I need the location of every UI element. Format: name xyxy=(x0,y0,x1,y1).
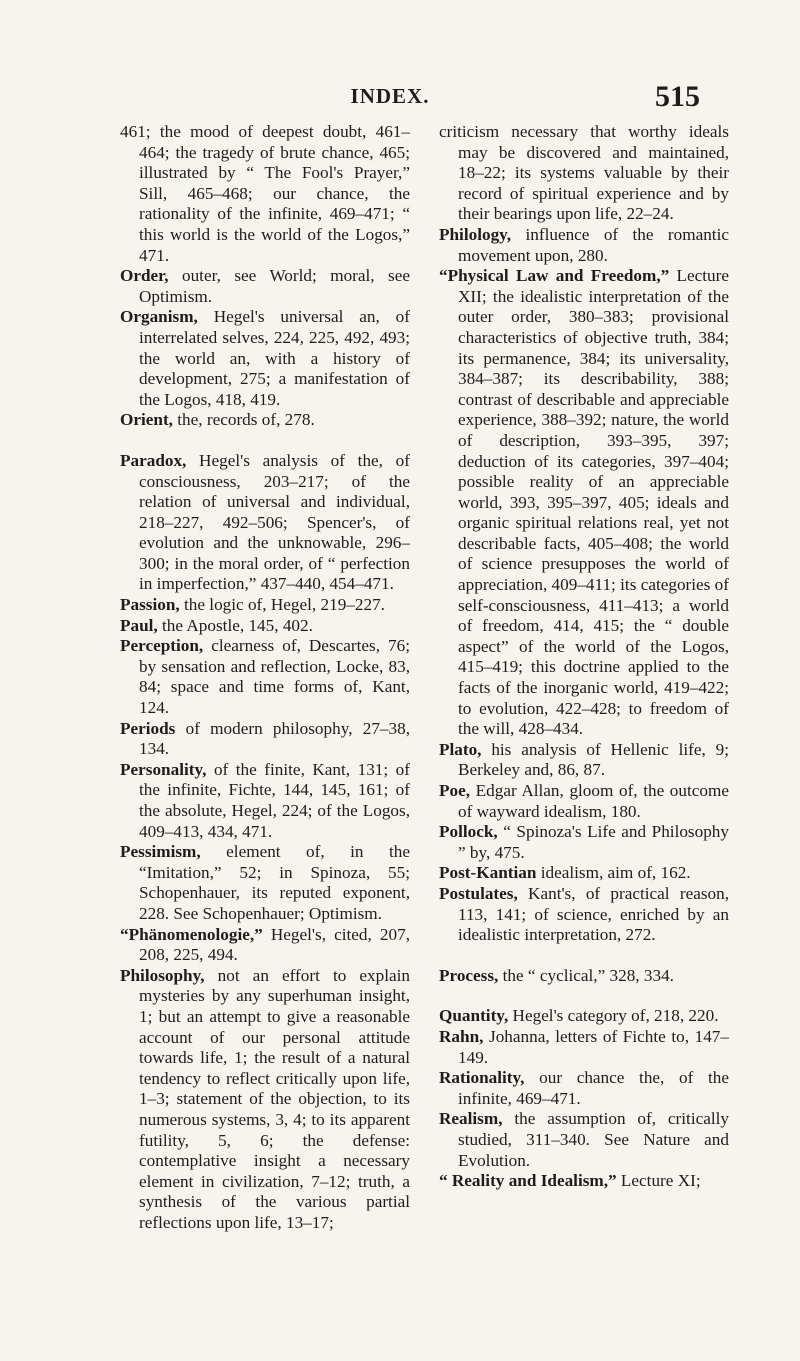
index-entry xyxy=(439,1068,729,1109)
index-entry xyxy=(439,863,729,884)
index-entry-text: clearness of, Descartes, 76; by sensation and reflection, Locke, 83, 84; space and time forms of, Kant, 124. xyxy=(139,636,410,718)
index-entry xyxy=(120,842,410,924)
index-headword: Pessimism, xyxy=(120,842,201,862)
index-headword: Organism, xyxy=(120,307,198,327)
page-number: 515 xyxy=(655,80,700,113)
index-entry xyxy=(120,719,410,760)
index-headword: Philosophy, xyxy=(120,965,205,985)
index-headword: Process, xyxy=(439,965,499,985)
index-entry xyxy=(439,1109,729,1171)
index-entry xyxy=(120,616,410,637)
index-headword: Periods xyxy=(120,718,176,738)
index-entry xyxy=(439,781,729,822)
index-entry-text: “ Spinoza's Life and Philosophy ” by, 475. xyxy=(458,822,729,862)
index-entry xyxy=(439,1006,729,1027)
index-entry xyxy=(439,884,729,946)
index-entry-text: idealism, aim of, 162. xyxy=(536,863,691,883)
index-headword: Rationality, xyxy=(439,1068,525,1088)
index-entry xyxy=(439,1171,729,1192)
index-headword: Rahn, xyxy=(439,1026,484,1046)
index-entry xyxy=(439,225,729,266)
index-headword: Philology, xyxy=(439,224,512,244)
index-entry xyxy=(120,266,410,307)
index-entry-text: influence of the romantic movement upon, 280. xyxy=(458,224,729,265)
index-entry-text: Hegel's category of, 218, 220. xyxy=(508,1006,719,1026)
index-entry xyxy=(120,451,410,595)
index-headword: Quantity, xyxy=(439,1006,509,1026)
index-headword: Poe, xyxy=(439,781,471,800)
index-entry xyxy=(120,925,410,966)
index-entry-text: our chance the, of the infinite, 469–471. xyxy=(458,1068,729,1108)
index-entry xyxy=(120,636,410,718)
index-entry-text: the, records of, 278. xyxy=(172,410,315,430)
index-headword: Paul, xyxy=(120,615,158,635)
page-title: INDEX. xyxy=(350,84,430,108)
index-entry-text: of the finite, Kant, 131; of the infinite, Fichte, 144, 145, 161; of the absolute, Hegel, 224; of the Logos, 409–413, 434, 471. xyxy=(139,759,410,841)
index-entry-text: the Apostle, 145, 402. xyxy=(157,615,313,635)
index-entry-text: of modern philosophy, 27–38, 134. xyxy=(139,718,410,759)
index-headword: “Phänomenologie,” xyxy=(120,924,263,944)
index-headword: “ Reality and Idealism,” xyxy=(439,1171,617,1191)
index-entry xyxy=(439,266,729,740)
index-entry xyxy=(120,410,410,431)
index-headword: Pollock, xyxy=(439,822,498,842)
index-entry-text: Edgar Allan, gloom of, the outcome of wayward idealism, 180. xyxy=(458,781,729,821)
page-header xyxy=(80,80,700,114)
index-entry xyxy=(439,740,729,781)
index-entry-text: not an effort to explain mysteries by any superhuman insight, 1; but an attempt to give a reasonable account of our personal attitude towards life, 1; the result of a natural tendency to reflect critically upon life, 1–3; statement of the objection, to its numerous systems, 3, 4; to its apparent futility, 5, 6; the defense: contemplative insight a necessary element in civilization, 7–12; truth, a synthesis of the various partial reflections upon life, 13–17; xyxy=(139,965,410,1232)
index-entry-text: the logic of, Hegel, 219–227. xyxy=(179,595,385,615)
index-entry xyxy=(120,595,410,616)
index-entry-text: Hegel's, cited, 207, 208, 225, 494. xyxy=(139,924,410,965)
index-headword: Paradox, xyxy=(120,450,187,470)
index-entry xyxy=(120,760,410,842)
index-entry-text: Hegel's analysis of the, of consciousness, 203–217; of the relation of universal and individual, 218–227, 492–506; Spencer's, of evolution and the unknowable, 296–300; in the moral order, of “ perfection in imperfection,” 437–440, 454–471. xyxy=(139,450,410,594)
index-headword: Passion, xyxy=(120,595,180,615)
index-entry-text: element of, in the “Imitation,” 52; in Spinoza, 55; Schopenhauer, its reputed exponent, 228. See Schopenhauer; Optimism. xyxy=(139,842,410,923)
right-column xyxy=(439,122,729,1192)
index-entry-text: Johanna, letters of Fichte to, 147–149. xyxy=(458,1026,729,1067)
index-entry-text: Kant's, of practical reason, 113, 141; of science, enriched by an idealistic interpretation, 272. xyxy=(458,883,729,945)
index-entry-text: the “ cyclical,” 328, 334. xyxy=(498,965,674,985)
index-entry-text: 461; the mood of deepest doubt, 461–464; the tragedy of brute chance, 465; illustrated by “ The Fool's Prayer,” Sill, 465–468; our chance, the rationality of the infinite, 469–471; “ this world is the world of the Logos,” 471. xyxy=(120,122,410,265)
index-headword: Order, xyxy=(120,266,169,286)
index-entry-text: Lecture XI; xyxy=(616,1171,701,1191)
index-entry xyxy=(439,122,729,225)
index-entry-text: Lecture XII; the idealistic interpretation of the outer order, 380–383; provisional characteristics of objective truth, 384; its permanence, 384; its universality, 384–387; its describability, 388; contrast of describable and appreciable experience, 388–392; nature, the world of description, 393–395, 397; deduction of its categories, 397–404; possible reality of an appreciable world, 393, 395–397, 405; ideals and organic spiritual relations real, yet not describable facts, 405–408; the world of science presupposes the world of appreciation, 409–411; its categories of self-consciousness, 411–413; a world of freedom, 414, 415; the “ double aspect” of the world of the Logos, 415–419; this doctrine applied to the facts of the inorganic world, 419–422; to evolution, 422–428; to freedom of the will, 428–434. xyxy=(458,266,729,739)
index-entry-text: his analysis of Hellenic life, 9; Berkeley and, 86, 87. xyxy=(458,739,729,780)
index-headword: Postulates, xyxy=(439,883,518,903)
index-entry-text: Hegel's universal an, of interrelated selves, 224, 225, 492, 493; the world an, with a history of development, 275; a manifestation of the Logos, 418, 419. xyxy=(139,307,410,409)
index-headword: Orient, xyxy=(120,410,173,430)
index-entry xyxy=(439,1027,729,1068)
index-entry xyxy=(439,966,729,987)
index-headword: Post-Kantian xyxy=(439,863,537,883)
index-headword: Realism, xyxy=(439,1109,503,1129)
index-headword: “Physical Law and Freedom,” xyxy=(439,266,670,286)
index-entry xyxy=(120,122,410,266)
index-entry xyxy=(439,822,729,863)
index-headword: Perception, xyxy=(120,636,204,656)
index-entry-text: criticism necessary that worthy ideals may be discovered and maintained, 18–22; its systems valuable by their record of spiritual experience and by their bearings upon life, 22–24. xyxy=(439,122,729,224)
index-headword: Personality, xyxy=(120,759,207,779)
left-column xyxy=(120,122,410,1233)
index-entry-text: outer, see World; moral, see Optimism. xyxy=(139,266,410,306)
index-entry-text: the assumption of, critically studied, 311–340. See Nature and Evolution. xyxy=(458,1109,729,1170)
index-entry xyxy=(120,307,410,410)
index-headword: Plato, xyxy=(439,739,482,759)
index-entry xyxy=(120,966,410,1234)
